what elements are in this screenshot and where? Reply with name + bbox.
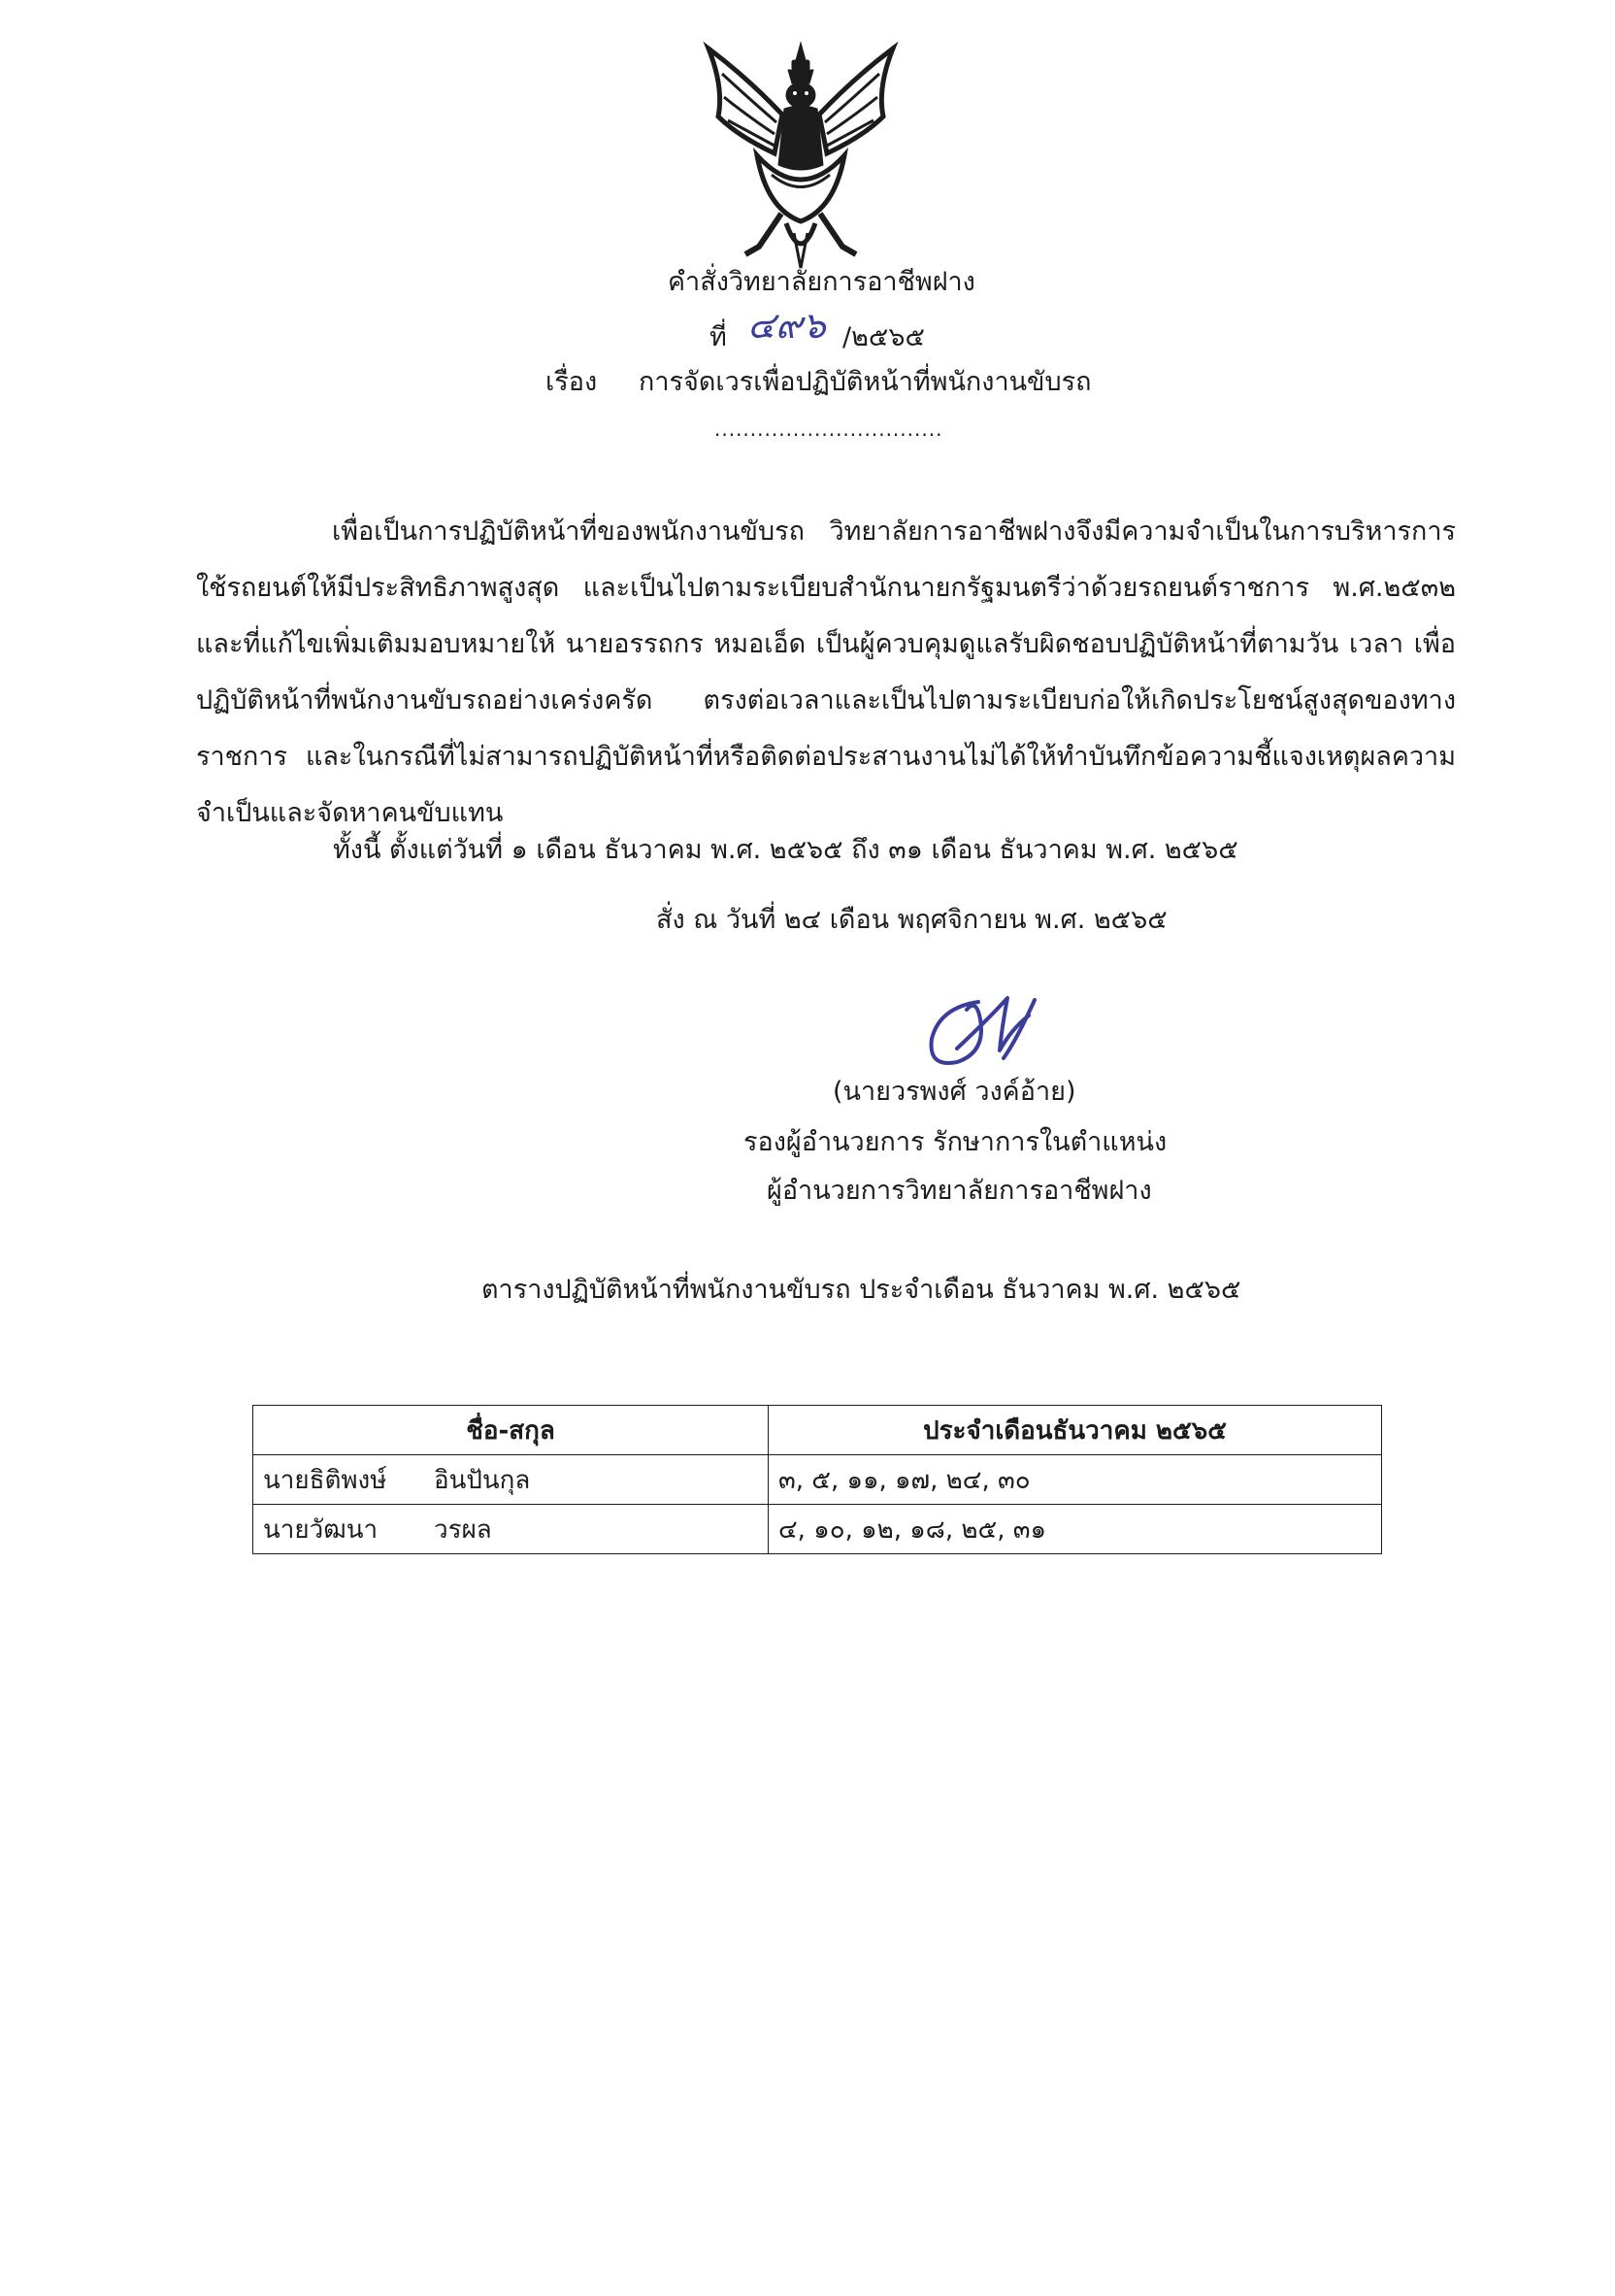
signatory-name: (นายวรพงศ์ วงค์อ้าย) bbox=[833, 1077, 1076, 1107]
driver-last-name: อินปันกุล bbox=[434, 1465, 531, 1495]
schedule-title: ตารางปฏิบัติหน้าที่พนักงานขับรถ ประจำเดือน ธันวาคม พ.ศ. ๒๕๖๕ bbox=[481, 1275, 1241, 1305]
driver-last-name: วรผล bbox=[434, 1514, 492, 1545]
signatory-position-line2: ผู้อำนวยการวิทยาลัยการอาชีพฝาง bbox=[767, 1176, 1152, 1206]
driver-name-cell bbox=[253, 1505, 769, 1554]
subject-label: เรื่อง bbox=[545, 367, 598, 397]
table-row bbox=[253, 1455, 1382, 1505]
duty-days-cell: ๓, ๕, ๑๑, ๑๗, ๒๔, ๓๐ bbox=[769, 1455, 1382, 1505]
header-separator: ................................ bbox=[714, 417, 943, 441]
table-header-row bbox=[253, 1406, 1382, 1455]
order-body bbox=[196, 504, 1456, 842]
garuda-emblem-icon bbox=[689, 39, 912, 272]
driver-first-name: นายวัฒนา bbox=[263, 1514, 379, 1545]
driver-first-name: นายธิติพงษ์ bbox=[263, 1465, 387, 1495]
order-number-year: /๒๕๖๕ bbox=[842, 322, 925, 352]
duty-days-cell: ๔, ๑๐, ๑๒, ๑๘, ๒๕, ๓๑ bbox=[769, 1505, 1382, 1554]
subject-text: การจัดเวรเพื่อปฏิบัติหน้าที่พนักงานขับรถ bbox=[639, 367, 1092, 397]
header-days: ประจำเดือนธันวาคม ๒๕๖๕ bbox=[769, 1406, 1382, 1455]
driver-name-cell bbox=[253, 1455, 769, 1505]
order-period: ทั้งนี้ ตั้งแต่วันที่ ๑ เดือน ธันวาคม พ.ศ. ๒๕๖๕ ถึง ๓๑ เดือน ธันวาคม พ.ศ. ๒๕๖๕ bbox=[333, 835, 1238, 865]
table-row bbox=[253, 1505, 1382, 1554]
order-paragraph: เพื่อเป็นการปฏิบัติหน้าที่ของพนักงานขับรถ วิทยาลัยการอาชีพฝางจึงมีความจำเป็นในการบริหารการใช้รถยนต์ให้มีประสิทธิภาพสูงสุด และเป็นไปตามระเบียบสำนักนายกรัฐมนตรีว่าด้วยรถยนต์ราชการ พ.ศ.๒๕๓๒ และที่แก้ไขเพิ่มเติมมอบหมายให้ นายอรรถกร หมอเอ็ด เป็นผู้ควบคุมดูแลรับผิดชอบปฏิบัติหน้าที่ตามวัน เวลา เพื่อปฏิบัติหน้าที่พนักงานขับรถอย่างเคร่งครัด ตรงต่อเวลาและเป็นไปตามระเบียบก่อให้เกิดประโยชน์สูงสุดของทางราชการ และในกรณีที่ไม่สามารถปฏิบัติหน้าที่หรือติดต่อประสานงานไม่ได้ให้ทำบันทึกข้อความชี้แจงเหตุผลความจำเป็นและจัดหาคนขับแทน bbox=[196, 516, 1456, 828]
order-title: คำสั่งวิทยาลัยการอาชีพฝาง bbox=[668, 267, 975, 297]
signatory-position-line1: รองผู้อำนวยการ รักษาการในตำแหน่ง bbox=[743, 1127, 1168, 1157]
header-name: ชื่อ-สกุล bbox=[253, 1406, 769, 1455]
order-date: สั่ง ณ วันที่ ๒๔ เดือน พฤศจิกายน พ.ศ. ๒๕๖๕ bbox=[656, 905, 1168, 935]
schedule-table bbox=[252, 1405, 1382, 1554]
order-number-handwritten: ๔๙๖ bbox=[747, 304, 826, 347]
order-number-label: ที่ bbox=[709, 322, 727, 352]
